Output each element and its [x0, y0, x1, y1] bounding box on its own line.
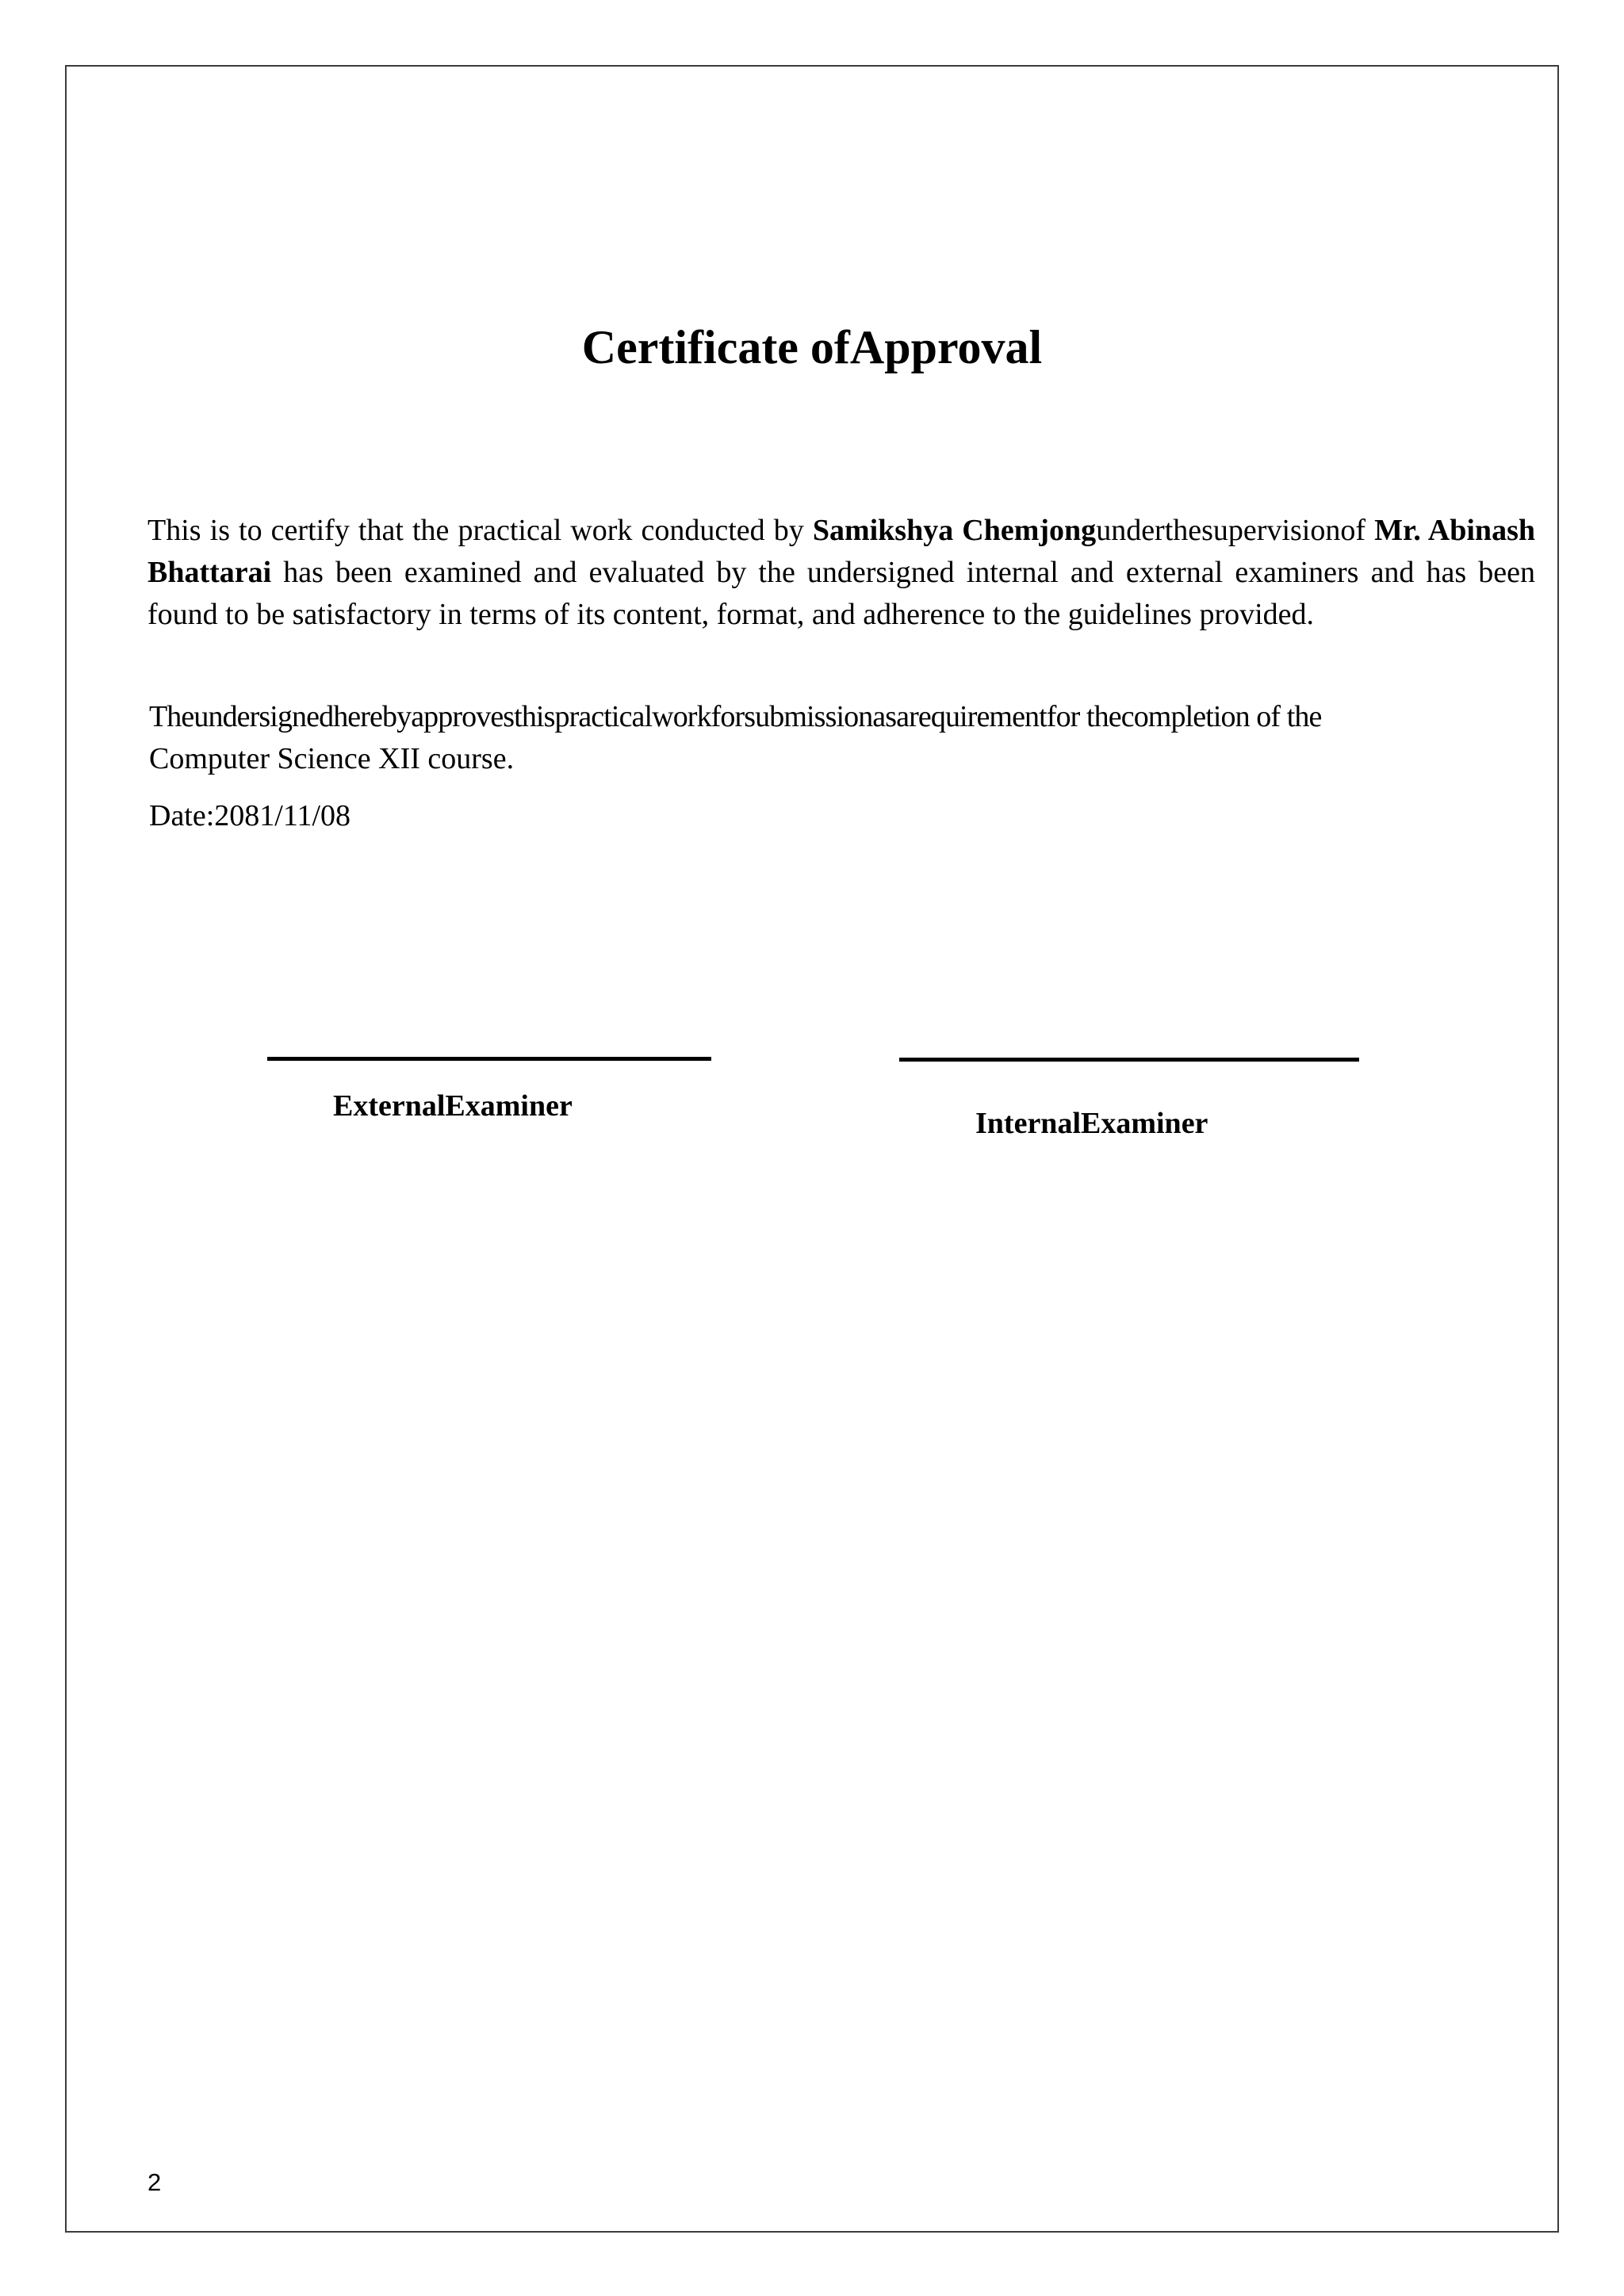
student-name: Samikshya Chemjong: [812, 514, 1097, 547]
certificate-title: Certificate ofApproval: [581, 321, 1043, 373]
internal-signature-line: [899, 1058, 1359, 1062]
certificate-date: Date:2081/11/08: [149, 799, 350, 832]
external-examiner-label: ExternalExaminer: [333, 1089, 573, 1123]
approval-line-1: Theundersignedherebyapprovesthispracticalworkforsubmissionasarequirementfor thecompletion of the: [149, 700, 1322, 733]
certification-body: has been examined and evaluated by the undersigned internal and external examiners and has been found to be satisfactory in terms of its content, format, and adherence to the guidelines provided.: [147, 556, 1535, 631]
certification-paragraph: [147, 510, 1535, 636]
supervision-text: underthesupervisionof: [1096, 514, 1375, 547]
supervisor-name: Mr. Abinash Bhattarai: [147, 514, 1535, 589]
page-border: [65, 65, 1559, 2233]
internal-examiner-label: InternalExaminer: [975, 1107, 1208, 1140]
certification-intro: This is to certify that the practical work conducted by: [147, 514, 813, 547]
page-number: 2: [147, 2168, 162, 2196]
external-signature-line: [267, 1057, 711, 1061]
approval-line-2: Computer Science XII course.: [149, 742, 515, 775]
approval-paragraph: [149, 696, 1529, 780]
